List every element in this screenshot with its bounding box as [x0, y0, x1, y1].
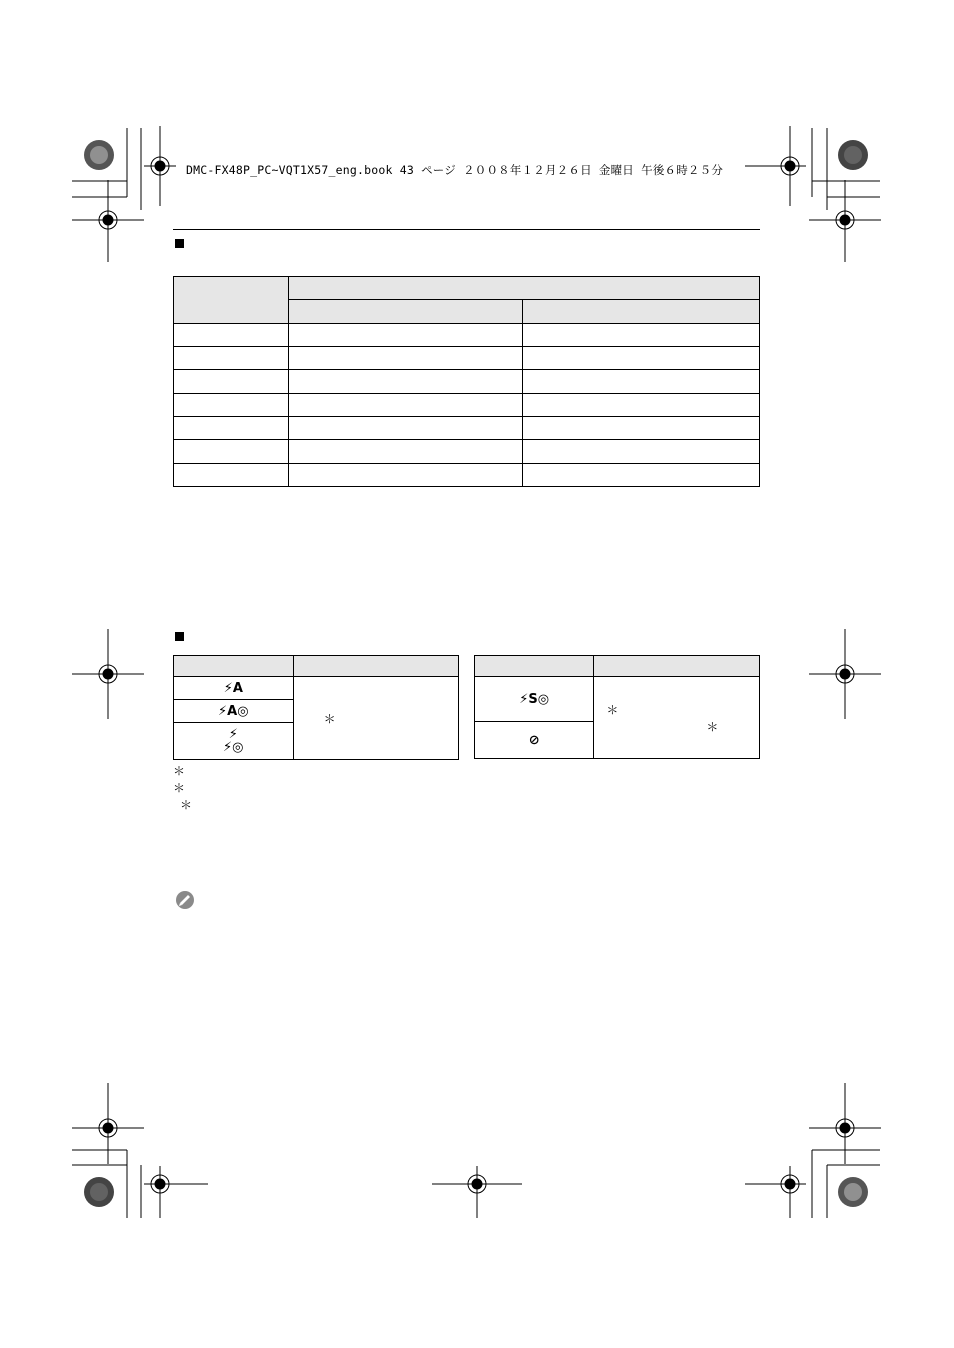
table-row	[174, 440, 760, 463]
flash-off-icon: ⊘	[475, 722, 594, 759]
table-row	[174, 323, 760, 346]
section-bullet	[175, 632, 184, 641]
note-icon	[175, 890, 195, 910]
section-rule	[173, 229, 760, 230]
table-header-cell	[174, 277, 289, 324]
table-cell	[174, 723, 294, 760]
flash-forced-redeye-icon: ⚡◎	[223, 740, 244, 755]
section-bullet	[175, 239, 184, 248]
table-header-cell	[288, 300, 523, 323]
table-row	[174, 416, 760, 439]
flash-forced-on-icon: ⚡	[228, 727, 238, 742]
flash-auto-icon: ⚡A	[174, 677, 294, 700]
flash-auto-redeye-icon: ⚡A◎	[174, 700, 294, 723]
table-cell	[293, 677, 458, 760]
settings-table	[173, 276, 760, 487]
table-header-cell	[523, 300, 760, 323]
asterisk-mark: ＊	[606, 702, 619, 717]
table-header-cell	[293, 656, 458, 677]
table-cell	[594, 677, 760, 759]
asterisk-mark: ＊	[706, 719, 719, 734]
table-header-cell	[288, 277, 759, 300]
table-row	[174, 346, 760, 369]
table-header-cell	[594, 656, 760, 677]
footnote-mark: ＊	[173, 781, 186, 795]
table-header-cell	[475, 656, 594, 677]
table-row	[174, 393, 760, 416]
print-header-line: DMC-FX48P_PC~VQT1X57_eng.book 43 ページ ２００８年１２月２６日 金曜日 午後６時２５分	[186, 163, 724, 177]
footnote-mark: ＊	[173, 764, 186, 778]
flash-table-right	[474, 655, 760, 759]
table-header-cell	[174, 656, 294, 677]
flash-table-left	[173, 655, 459, 760]
footnote-mark: ＊	[180, 798, 193, 812]
asterisk-mark: ＊	[323, 711, 336, 726]
table-row	[174, 370, 760, 393]
table-row	[174, 463, 760, 486]
flash-slow-sync-redeye-icon: ⚡S◎	[475, 677, 594, 722]
